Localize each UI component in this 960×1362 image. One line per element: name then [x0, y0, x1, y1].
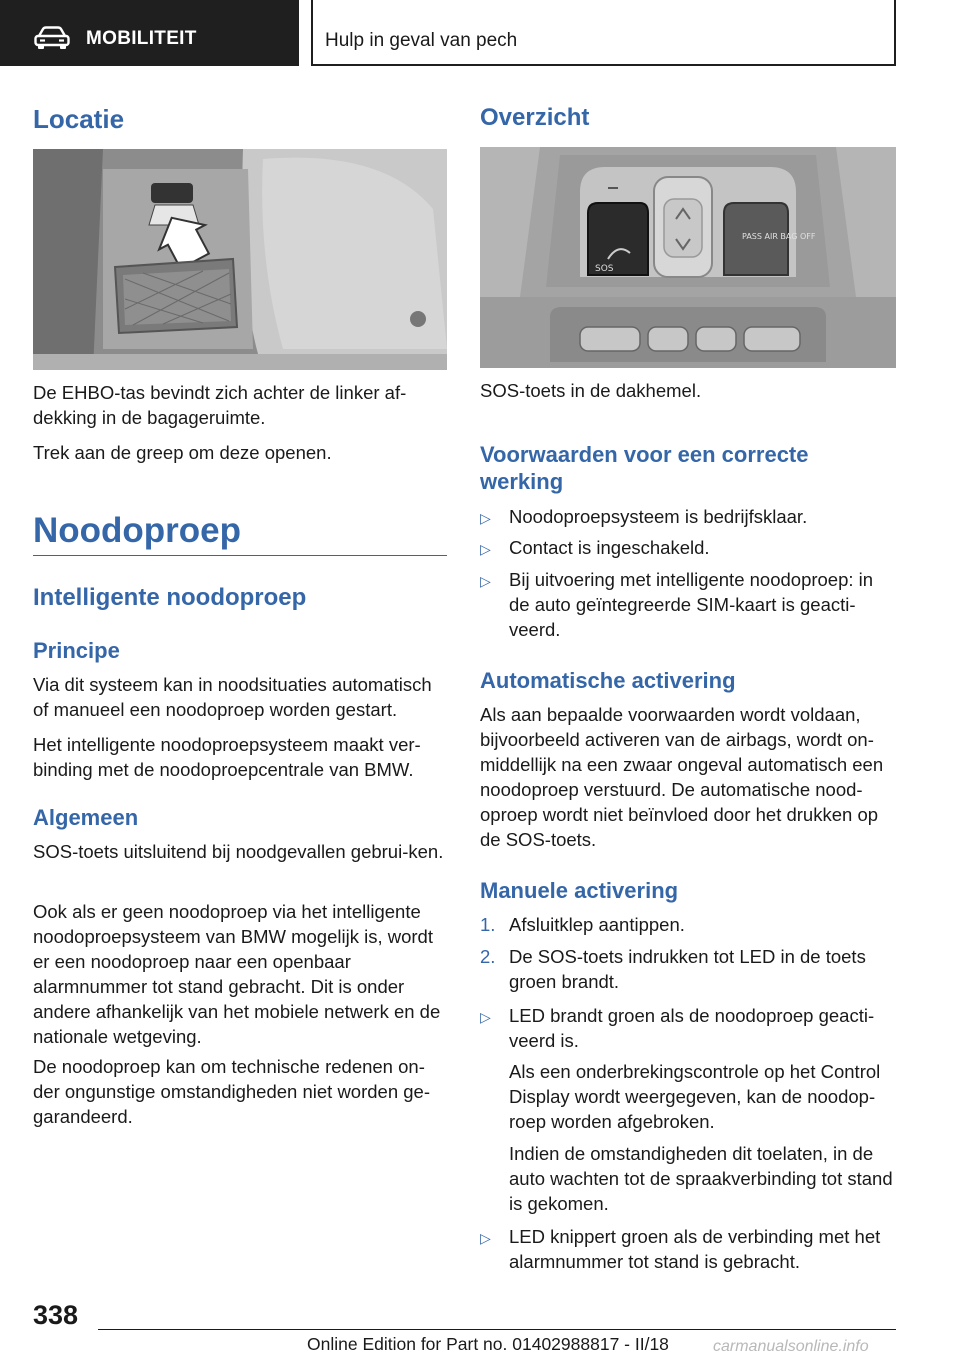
noodoproep-heading: Noodoproep [33, 511, 242, 550]
voorwaarden-item-text: Contact is ingeschakeld. [509, 537, 710, 558]
led-item-subparagraph: Indien de omstandigheden dit toelaten, in de auto wachten tot de spraakverbinding tot stand is gekomen. [509, 1143, 893, 1214]
voorwaarden-item [480, 535, 896, 562]
footer-rule [98, 1329, 896, 1330]
step-number: 2. [480, 946, 496, 967]
watermark: carmanualsonline.info [713, 1338, 869, 1355]
intelligent-heading: Intelligente noodoproep [33, 584, 307, 611]
chapter-title-box [311, 0, 896, 66]
led-item [480, 1224, 896, 1274]
led-item-text: LED brandt groen als de noodoproep geacti-veerd is. [509, 1005, 875, 1051]
bullet-triangle-icon: ▷ [480, 573, 491, 589]
overhead-console-illustration [480, 147, 896, 368]
step-text: De SOS-toets indrukken tot LED in de toets groen brandt. [509, 946, 866, 992]
locatie-paragraph-1: De EHBO-tas bevindt zich achter de linker af-dekking in de bagageruimte. [33, 382, 407, 428]
algemeen-paragraph-2: Ook als er geen noodoproep via het intelligente noodoproepsysteem van BMW mogelijk is, wordt er een noodoproep naar een openbaar alarmnummer tot stand gebracht. Dit is onder andere afhankelijk van het mobiele netwerk en de nationale wetgeving. [33, 901, 441, 1047]
led-item-subparagraph: Als een onderbrekingscontrole op het Control Display wordt weergegeven, kan de noodop-roep worden afgebroken. [509, 1061, 881, 1132]
step-number: 1. [480, 914, 496, 935]
pass-airbag-label: PASS AIR BAG OFF [742, 232, 816, 241]
section-tab [0, 0, 299, 66]
car-icon [34, 26, 70, 50]
algemeen-heading: Algemeen [33, 805, 139, 830]
overhead-console-photo [480, 147, 896, 368]
auto-activering-paragraph: Als aan bepaalde voorwaarden wordt voldaan, bijvoorbeeld activeren van de airbags, wordt on-middellijk na een zwaar ongeval automatisch een noodoproep verstuurd. De automatische nood-oproep wordt niet beïnvloed door het drukken op de SOS-toets. [480, 704, 884, 850]
sos-label: SOS [595, 264, 614, 274]
edition-text: Online Edition for Part no. 01402988817 - II/18 [307, 1334, 669, 1354]
algemeen-paragraph-1: SOS-toets uitsluitend bij noodgevallen gebrui-ken. [33, 841, 444, 862]
voorwaarden-item [480, 504, 896, 531]
voorwaarden-heading: Voorwaarden voor een correcte werking [480, 442, 809, 494]
voorwaarden-item-text: Bij uitvoering met intelligente noodoproep: in de auto geïntegreerde SIM-kaart is geacti-veerd. [509, 569, 874, 640]
voorwaarden-item [480, 567, 896, 642]
trunk-photo [33, 149, 447, 370]
principe-paragraph-2: Het intelligente noodoproepsysteem maakt ver-binding met de noodoproepcentrale van BMW. [33, 734, 421, 780]
manuele-activering-heading: Manuele activering [480, 878, 679, 903]
overzicht-heading: Overzicht [480, 104, 590, 131]
principe-heading: Principe [33, 638, 120, 663]
manueel-step [480, 944, 896, 994]
principe-paragraph-1: Via dit systeem kan in noodsituaties automatisch of manueel een noodoproep worden gestart. [33, 674, 432, 720]
bullet-triangle-icon: ▷ [480, 1230, 491, 1246]
section-label: MOBILITEIT [86, 28, 197, 49]
algemeen-paragraph-3: De noodoproep kan om technische redenen on-der ongunstige omstandigheden niet worden ge-garandeerd. [33, 1056, 431, 1127]
led-item-text: LED knippert groen als de verbinding met het alarmnummer tot stand is gebracht. [509, 1226, 881, 1272]
overzicht-caption: SOS-toets in de dakhemel. [480, 380, 702, 401]
bullet-triangle-icon: ▷ [480, 510, 491, 526]
manueel-step [480, 912, 896, 937]
page-header [0, 0, 960, 66]
trunk-illustration [33, 149, 447, 370]
heading-rule [33, 555, 447, 556]
bullet-triangle-icon: ▷ [480, 541, 491, 557]
voorwaarden-item-text: Noodoproepsysteem is bedrijfsklaar. [509, 506, 808, 527]
page-number: 338 [33, 1300, 79, 1330]
locatie-heading: Locatie [33, 104, 125, 134]
chapter-title: Hulp in geval van pech [325, 30, 518, 51]
led-item [480, 1003, 896, 1053]
step-text: Afsluitklep aantippen. [509, 914, 685, 935]
locatie-paragraph-2: Trek aan de greep om deze openen. [33, 442, 332, 463]
auto-activering-heading: Automatische activering [480, 668, 736, 693]
bullet-triangle-icon: ▷ [480, 1009, 491, 1025]
